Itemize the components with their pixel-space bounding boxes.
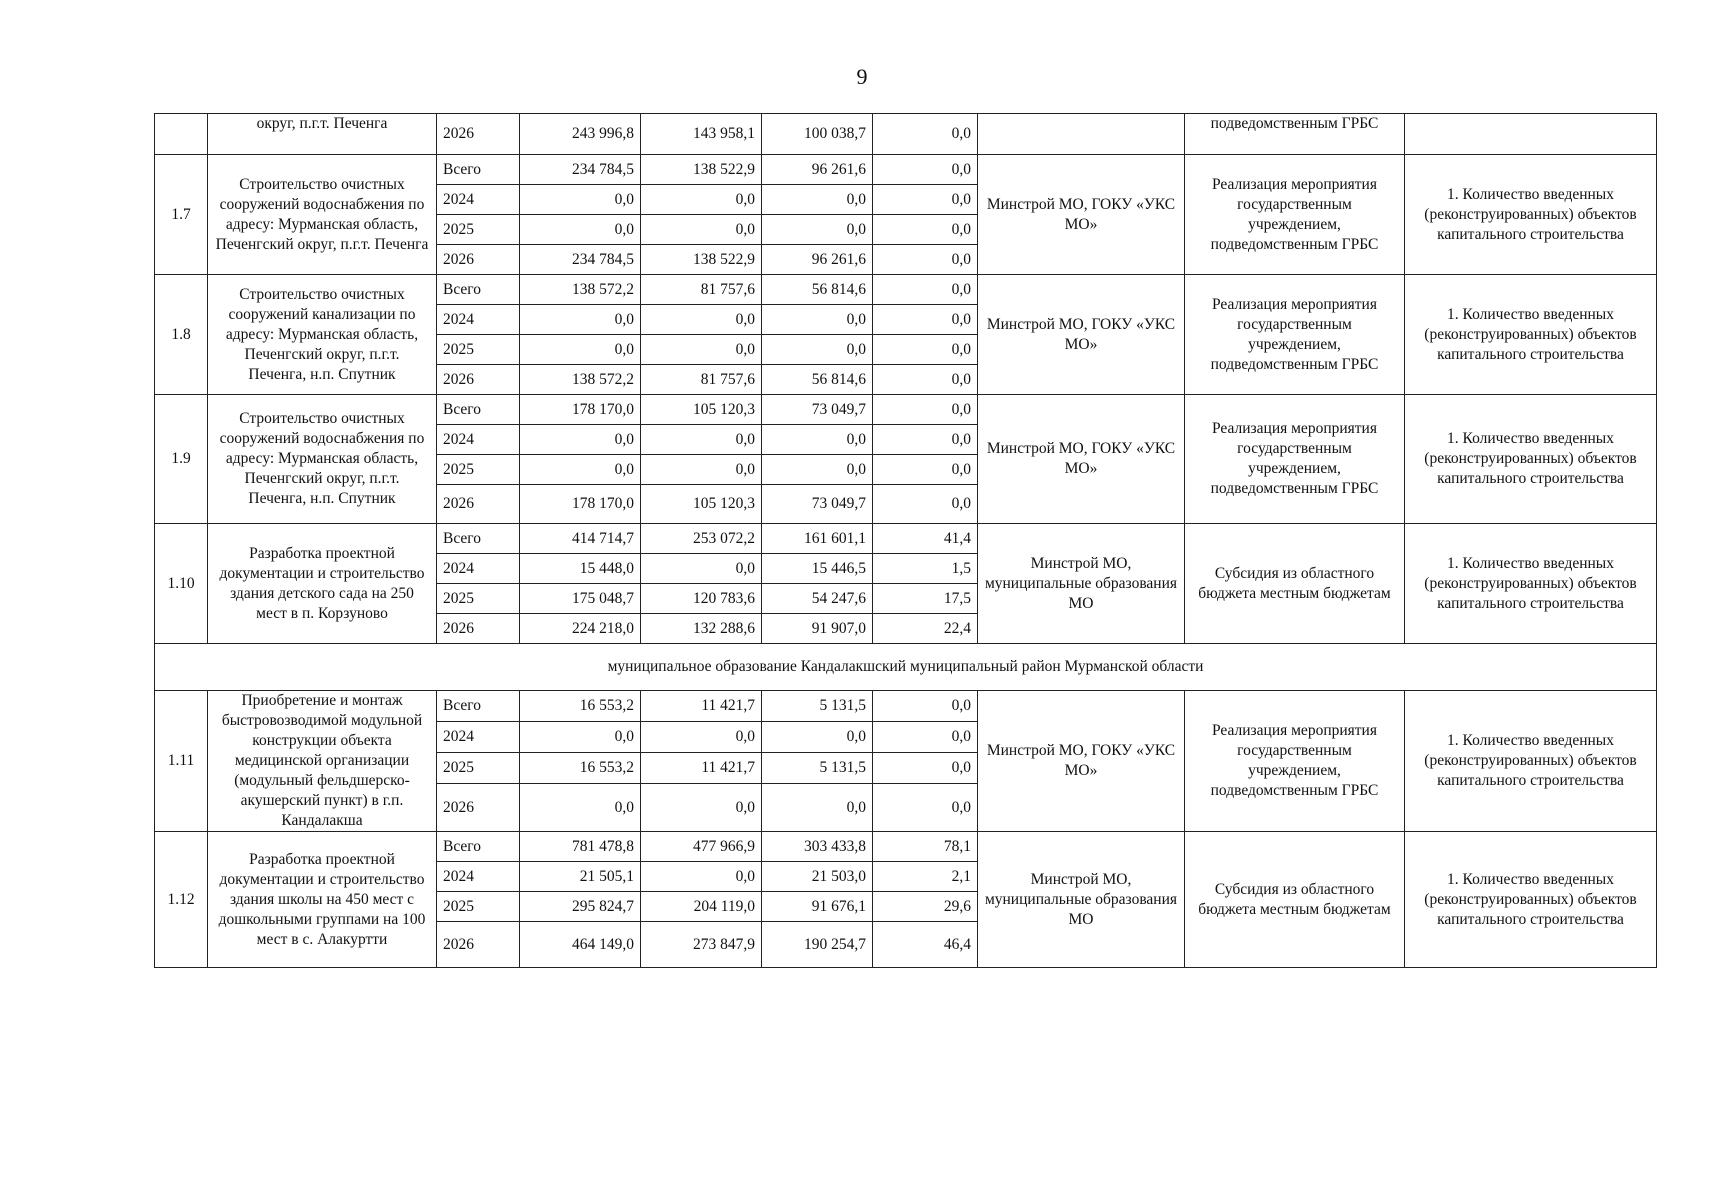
executor-cell: Минстрой МО, ГОКУ «УКС МО»	[978, 395, 1185, 524]
local-value-cell: 78,1	[873, 832, 978, 862]
local-value-cell: 0,0	[873, 155, 978, 185]
activity-name-cell: Строительство очистных сооружений водоснабжения по адресу: Мурманская область, Печенгский округ, п.г.т. Печенга	[208, 155, 437, 275]
mechanism-cell: Реализация мероприятия государственным учреждением, подведомственным ГРБС	[1185, 691, 1405, 832]
total-value-cell: 16 553,2	[520, 753, 641, 784]
activity-name-cell: Строительство очистных сооружений канализации по адресу: Мурманская область, Печенгский округ, п.г.т. Печенга, н.п. Спутник	[208, 275, 437, 395]
table-row	[155, 524, 1657, 554]
total-value-cell: 781 478,8	[520, 832, 641, 862]
total-value-cell: 0,0	[520, 455, 641, 485]
mechanism-cell: Субсидия из областного бюджета местным бюджетам	[1185, 524, 1405, 644]
total-value-cell: 178 170,0	[520, 395, 641, 425]
year-cell: Всего	[437, 691, 520, 722]
mechanism-cell: Реализация мероприятия государственным учреждением, подведомственным ГРБС	[1185, 275, 1405, 395]
regional-value-cell: 91 676,1	[762, 892, 873, 922]
federal-value-cell: 0,0	[641, 185, 762, 215]
year-cell: 2026	[437, 365, 520, 395]
federal-value-cell: 105 120,3	[641, 395, 762, 425]
page-number: 9	[856, 64, 868, 89]
federal-value-cell: 132 288,6	[641, 614, 762, 644]
year-cell: 2024	[437, 425, 520, 455]
federal-value-cell: 0,0	[641, 862, 762, 892]
section-title: муниципальное образование Кандалакшский муниципальный район Мурманской области	[155, 644, 1657, 691]
federal-value-cell: 81 757,6	[641, 275, 762, 305]
federal-value-cell: 204 119,0	[641, 892, 762, 922]
total-value-cell: 0,0	[520, 425, 641, 455]
year-cell: 2025	[437, 753, 520, 784]
year-cell: 2026	[437, 784, 520, 832]
year-cell: 2025	[437, 584, 520, 614]
program-activities-table	[154, 113, 1657, 968]
local-value-cell: 1,5	[873, 554, 978, 584]
regional-value-cell: 0,0	[762, 425, 873, 455]
indicator-cell	[1405, 114, 1657, 155]
total-value-cell: 0,0	[520, 215, 641, 245]
carryover-block	[155, 114, 1657, 155]
federal-value-cell: 477 966,9	[641, 832, 762, 862]
local-value-cell: 0,0	[873, 485, 978, 524]
federal-value-cell: 0,0	[641, 784, 762, 832]
year-cell: 2025	[437, 335, 520, 365]
year-cell: 2026	[437, 614, 520, 644]
local-value-cell: 0,0	[873, 275, 978, 305]
regional-value-cell: 0,0	[762, 305, 873, 335]
total-value-cell: 234 784,5	[520, 245, 641, 275]
executor-cell: Минстрой МО, муниципальные образования МО	[978, 832, 1185, 968]
local-value-cell: 0,0	[873, 305, 978, 335]
year-cell: 2024	[437, 722, 520, 753]
regional-value-cell: 0,0	[762, 455, 873, 485]
local-value-cell: 0,0	[873, 395, 978, 425]
row-number-cell: 1.9	[155, 395, 208, 524]
local-value-cell: 41,4	[873, 524, 978, 554]
regional-value-cell: 54 247,6	[762, 584, 873, 614]
row-number-cell: 1.7	[155, 155, 208, 275]
section-block	[155, 644, 1657, 691]
local-value-cell: 0,0	[873, 335, 978, 365]
federal-value-cell: 0,0	[641, 425, 762, 455]
table-row	[155, 395, 1657, 425]
local-value-cell: 0,0	[873, 691, 978, 722]
total-value-cell: 0,0	[520, 335, 641, 365]
regional-value-cell: 0,0	[762, 335, 873, 365]
year-cell: Всего	[437, 155, 520, 185]
regional-value-cell: 0,0	[762, 185, 873, 215]
table-row	[155, 275, 1657, 305]
local-value-cell: 17,5	[873, 584, 978, 614]
federal-value-cell: 0,0	[641, 722, 762, 753]
total-value-cell: 15 448,0	[520, 554, 641, 584]
indicator-cell: 1. Количество введенных (реконструированных) объектов капитального строительства	[1405, 691, 1657, 832]
total-value-cell: 295 824,7	[520, 892, 641, 922]
year-cell: 2025	[437, 892, 520, 922]
regional-value-cell: 0,0	[762, 722, 873, 753]
regional-value-cell: 91 907,0	[762, 614, 873, 644]
total-value-cell: 224 218,0	[520, 614, 641, 644]
federal-value-cell: 0,0	[641, 305, 762, 335]
activity-name-cell: Приобретение и монтаж быстровозводимой модульной конструкции объекта медицинской организации (модульный фельдшерско-акушерский пункт) в г.п. Кандалакша	[208, 691, 437, 832]
year-cell: Всего	[437, 275, 520, 305]
local-value-cell: 0,0	[873, 365, 978, 395]
activity-name-cell: округ, п.г.т. Печенга	[208, 114, 437, 155]
regional-value-cell: 161 601,1	[762, 524, 873, 554]
total-value-cell: 464 149,0	[520, 922, 641, 968]
year-cell: 2024	[437, 862, 520, 892]
total-value-cell: 234 784,5	[520, 155, 641, 185]
mechanism-cell: Реализация мероприятия государственным учреждением, подведомственным ГРБС	[1185, 155, 1405, 275]
year-cell: 2024	[437, 185, 520, 215]
year-cell: 2025	[437, 215, 520, 245]
federal-value-cell: 0,0	[641, 455, 762, 485]
regional-value-cell: 0,0	[762, 215, 873, 245]
year-cell: 2026	[437, 114, 520, 155]
regional-value-cell: 56 814,6	[762, 365, 873, 395]
year-cell: 2025	[437, 455, 520, 485]
federal-value-cell: 0,0	[641, 215, 762, 245]
local-value-cell: 0,0	[873, 722, 978, 753]
indicator-cell: 1. Количество введенных (реконструированных) объектов капитального строительства	[1405, 395, 1657, 524]
activity-name-cell: Разработка проектной документации и строительство здания детского сада на 250 мест в п. Корзуново	[208, 524, 437, 644]
year-cell: 2024	[437, 554, 520, 584]
mechanism-cell: Реализация мероприятия государственным учреждением, подведомственным ГРБС	[1185, 395, 1405, 524]
local-value-cell: 0,0	[873, 455, 978, 485]
regional-value-cell: 0,0	[762, 784, 873, 832]
federal-value-cell: 81 757,6	[641, 365, 762, 395]
row-number-cell: 1.10	[155, 524, 208, 644]
total-value-cell: 0,0	[520, 305, 641, 335]
year-cell: 2024	[437, 305, 520, 335]
table-row	[155, 155, 1657, 185]
year-cell: 2026	[437, 922, 520, 968]
regional-value-cell: 15 446,5	[762, 554, 873, 584]
table-row	[155, 114, 1657, 155]
indicator-cell: 1. Количество введенных (реконструированных) объектов капитального строительства	[1405, 832, 1657, 968]
executor-cell: Минстрой МО, ГОКУ «УКС МО»	[978, 155, 1185, 275]
total-value-cell: 138 572,2	[520, 275, 641, 305]
indicator-cell: 1. Количество введенных (реконструированных) объектов капитального строительства	[1405, 275, 1657, 395]
federal-value-cell: 105 120,3	[641, 485, 762, 524]
local-value-cell: 0,0	[873, 114, 978, 155]
regional-value-cell: 96 261,6	[762, 245, 873, 275]
total-value-cell: 175 048,7	[520, 584, 641, 614]
federal-value-cell: 253 072,2	[641, 524, 762, 554]
total-value-cell: 178 170,0	[520, 485, 641, 524]
local-value-cell: 2,1	[873, 862, 978, 892]
year-cell: 2026	[437, 245, 520, 275]
total-value-cell: 0,0	[520, 185, 641, 215]
year-cell: 2026	[437, 485, 520, 524]
row-number-cell: 1.12	[155, 832, 208, 968]
activity-name-cell: Строительство очистных сооружений водоснабжения по адресу: Мурманская область, Печенгский округ, п.г.т. Печенга, н.п. Спутник	[208, 395, 437, 524]
federal-value-cell: 138 522,9	[641, 155, 762, 185]
federal-value-cell: 120 783,6	[641, 584, 762, 614]
federal-value-cell: 11 421,7	[641, 691, 762, 722]
table-row	[155, 832, 1657, 862]
total-value-cell: 0,0	[520, 722, 641, 753]
section-row	[155, 644, 1657, 691]
total-value-cell: 243 996,8	[520, 114, 641, 155]
mechanism-cell: Субсидия из областного бюджета местным бюджетам	[1185, 832, 1405, 968]
total-value-cell: 21 505,1	[520, 862, 641, 892]
local-value-cell: 0,0	[873, 425, 978, 455]
indicator-cell: 1. Количество введенных (реконструированных) объектов капитального строительства	[1405, 155, 1657, 275]
regional-value-cell: 5 131,5	[762, 753, 873, 784]
executor-cell: Минстрой МО, муниципальные образования МО	[978, 524, 1185, 644]
federal-value-cell: 143 958,1	[641, 114, 762, 155]
local-value-cell: 22,4	[873, 614, 978, 644]
regional-value-cell: 73 049,7	[762, 485, 873, 524]
row-number-cell: 1.11	[155, 691, 208, 832]
activities-block-pechenga	[155, 155, 1657, 644]
regional-value-cell: 190 254,7	[762, 922, 873, 968]
local-value-cell: 0,0	[873, 215, 978, 245]
mechanism-cell: подведомственным ГРБС	[1185, 114, 1405, 155]
row-number-cell: 1.8	[155, 275, 208, 395]
regional-value-cell: 56 814,6	[762, 275, 873, 305]
table-row	[155, 691, 1657, 722]
total-value-cell: 16 553,2	[520, 691, 641, 722]
local-value-cell: 46,4	[873, 922, 978, 968]
federal-value-cell: 0,0	[641, 554, 762, 584]
local-value-cell: 29,6	[873, 892, 978, 922]
activities-block-kandalaksha	[155, 691, 1657, 968]
total-value-cell: 0,0	[520, 784, 641, 832]
regional-value-cell: 5 131,5	[762, 691, 873, 722]
year-cell: Всего	[437, 395, 520, 425]
activity-name-cell: Разработка проектной документации и строительство здания школы на 450 мест с дошкольными группами на 100 мест в с. Алакуртти	[208, 832, 437, 968]
executor-cell: Минстрой МО, ГОКУ «УКС МО»	[978, 691, 1185, 832]
regional-value-cell: 73 049,7	[762, 395, 873, 425]
local-value-cell: 0,0	[873, 753, 978, 784]
regional-value-cell: 21 503,0	[762, 862, 873, 892]
regional-value-cell: 96 261,6	[762, 155, 873, 185]
indicator-cell: 1. Количество введенных (реконструированных) объектов капитального строительства	[1405, 524, 1657, 644]
year-cell: Всего	[437, 832, 520, 862]
year-cell: Всего	[437, 524, 520, 554]
executor-cell: Минстрой МО, ГОКУ «УКС МО»	[978, 275, 1185, 395]
federal-value-cell: 138 522,9	[641, 245, 762, 275]
total-value-cell: 138 572,2	[520, 365, 641, 395]
local-value-cell: 0,0	[873, 185, 978, 215]
regional-value-cell: 100 038,7	[762, 114, 873, 155]
federal-value-cell: 273 847,9	[641, 922, 762, 968]
federal-value-cell: 0,0	[641, 335, 762, 365]
local-value-cell: 0,0	[873, 784, 978, 832]
regional-value-cell: 303 433,8	[762, 832, 873, 862]
row-number-cell	[155, 114, 208, 155]
executor-cell	[978, 114, 1185, 155]
federal-value-cell: 11 421,7	[641, 753, 762, 784]
local-value-cell: 0,0	[873, 245, 978, 275]
total-value-cell: 414 714,7	[520, 524, 641, 554]
